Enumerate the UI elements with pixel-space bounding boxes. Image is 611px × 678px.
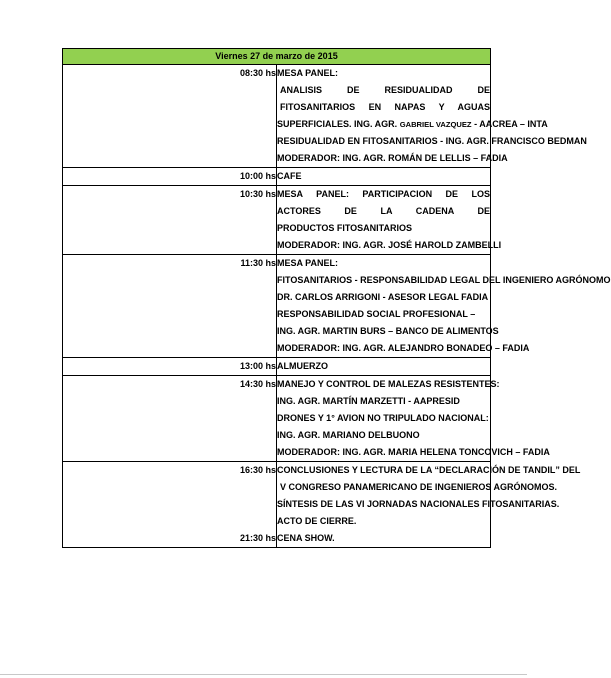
content-cell <box>277 376 550 462</box>
date-header: Viernes 27 de marzo de 2015 <box>63 49 491 65</box>
speaker-name: GABRIEL VAZQUEZ <box>399 120 472 129</box>
session-line: PRODUCTOS FITOSANITARIOS <box>277 223 413 233</box>
time-label: 16:30 hs <box>239 465 276 475</box>
content-cell <box>277 255 611 358</box>
session-line: RESIDUALIDAD EN FITOSANITARIOS - ING. AGR. FRANCISCO BEDMAN <box>277 136 587 146</box>
time-cell <box>63 376 277 462</box>
content-cell <box>277 186 502 255</box>
session-line: DRONES Y 1° AVION NO TRIPULADO NACIONAL: <box>277 413 489 423</box>
time-label: 08:30 hs <box>239 68 276 78</box>
session-line: ING. AGR. MARTÍN MARZETTI - AAPRESID <box>277 396 460 406</box>
moderator-line: MODERADOR: ING. AGR. JOSÉ HAROLD ZAMBELLI <box>277 240 502 250</box>
session-title: CAFE <box>277 171 302 181</box>
table-row <box>63 462 491 548</box>
session-title: MANEJO Y CONTROL DE MALEZAS RESISTENTES: <box>277 379 500 389</box>
content-cell <box>277 65 587 168</box>
time-label: 11:30 hs <box>240 258 276 268</box>
table-row <box>63 168 491 186</box>
moderator-line: MODERADOR: ING. AGR. MARIA HELENA TONCOVICH – FADIA <box>277 447 550 457</box>
session-line: ING. AGR. MARIANO DELBUONO <box>277 430 420 440</box>
time-label: 13:00 hs <box>239 361 276 371</box>
table-row <box>63 65 491 168</box>
time-cell <box>63 65 277 168</box>
session-line: FITOSANITARIOS - RESPONSABILIDAD LEGAL DEL INGENIERO AGRÓNOMO <box>277 275 611 285</box>
time-cell <box>63 358 277 376</box>
session-title: ALMUERZO <box>277 361 328 371</box>
session-line: ANALISIS DE RESIDUALIDAD DE FITOSANITARIOS EN NAPAS Y AGUAS <box>280 85 490 112</box>
session-line: DR. CARLOS ARRIGONI - ASESOR LEGAL FADIA <box>277 292 489 302</box>
time-label: 14:30 hs <box>239 379 276 389</box>
time-label: 10:00 hs <box>239 171 276 181</box>
time-cell <box>63 462 277 548</box>
time-cell <box>63 186 277 255</box>
time-cell <box>63 255 277 358</box>
session-line: CENA SHOW. <box>277 533 335 543</box>
moderator-line: MODERADOR: ING. AGR. ALEJANDRO BONADEO – FADIA <box>277 343 530 353</box>
content-cell <box>277 168 491 186</box>
time-label: 21:30 hs <box>239 533 276 543</box>
session-line: RESPONSABILIDAD SOCIAL PROFESIONAL – <box>277 309 476 319</box>
schedule-table <box>62 48 611 548</box>
session-title: MESA PANEL: <box>277 258 339 268</box>
session-title: MESA PANEL: <box>277 68 339 78</box>
table-row <box>63 186 491 255</box>
session-line: V CONGRESO PANAMERICANO DE INGENIEROS AGRÓNOMOS. <box>280 482 558 492</box>
session-title: MESA PANEL: PARTICIPACION DE LOS ACTORES DE LA CADENA DE <box>277 189 490 216</box>
line-part: - AACREA – INTA <box>471 119 548 129</box>
content-cell <box>277 358 491 376</box>
table-row <box>63 358 491 376</box>
line-part: SUPERFICIALES. ING. AGR. <box>277 119 400 129</box>
session-line: SÍNTESIS DE LAS VI JORNADAS NACIONALES FITOSANITARIAS. <box>277 499 560 509</box>
time-cell <box>63 168 277 186</box>
session-line <box>277 116 548 133</box>
content-cell <box>277 462 581 548</box>
session-title: CONCLUSIONES Y LECTURA DE LA “DECLARACIÓN DE TANDIL” DEL <box>277 465 581 475</box>
time-label: 10:30 hs <box>239 189 276 199</box>
session-line: ACTO DE CIERRE. <box>277 516 357 526</box>
table-row <box>63 255 491 358</box>
table-header-row <box>63 49 491 65</box>
page-edge <box>0 674 527 675</box>
session-line: ING. AGR. MARTIN BURS – BANCO DE ALIMENTOS <box>277 326 499 336</box>
table-row <box>63 376 491 462</box>
moderator-line: MODERADOR: ING. AGR. ROMÁN DE LELLIS – FADIA <box>277 153 508 163</box>
